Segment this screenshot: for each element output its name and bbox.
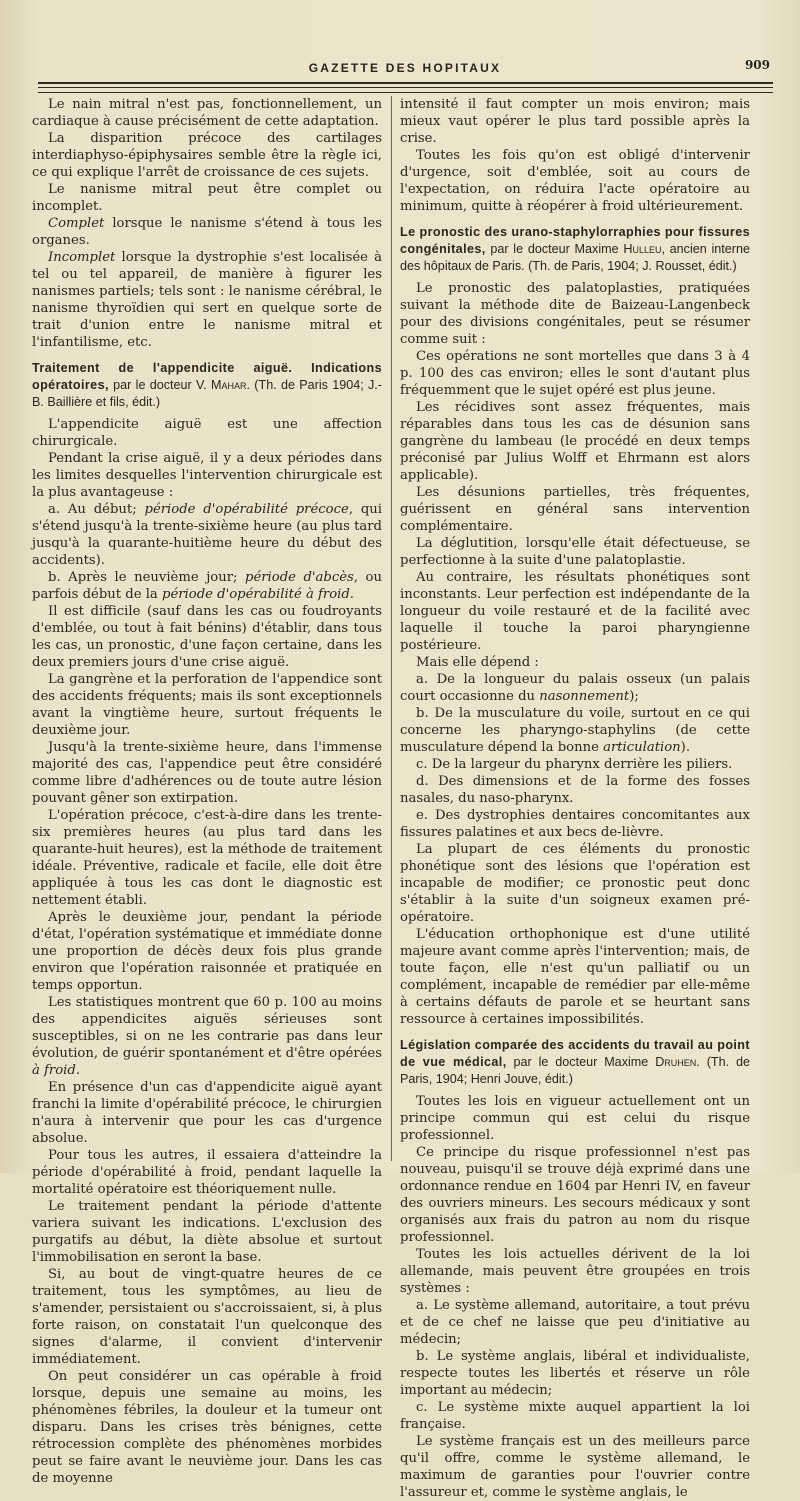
text: b. De la musculature du voile, surtout en ce qui concerne les pharyngo-staphylins (de cette musculature dépend la bonne [400,706,750,755]
paragraph: Les désunions partielles, très fréquentes, guérissent en général sans intervention complémentaire. [400,485,750,534]
paragraph: intensité il faut compter un mois environ; mais mieux vaut opérer le plus tard possible après la crise. [400,97,750,146]
text: ). [680,740,691,755]
text: Les statistiques montrent que 60 p. 100 au moins des appendicites aiguës sérieuses sont susceptibles, si on ne les contrarie pas dans leur évolution, de guérir spontanément et d'être opérées [32,995,382,1061]
paragraph [400,671,750,705]
article-reference: , ancien interne des hôpitaux de Paris. (Th. de Paris, 1904; J. Rousset, édit.) [400,242,750,273]
article-author: Hulleu [623,242,662,256]
header-thin-rule [38,92,773,93]
paragraph: Le nain mitral n'est pas, fonctionnellement, un cardiaque à cause précisément de cette adaptation. [32,97,382,129]
paragraph: Les récidives sont assez fréquentes, mais réparables dans tous les cas de désunion sans gangrène du lambeau (le procédé en deux temps préconisé par Julius Wolff et Ehrmann est alors applicable). [400,400,750,483]
article-heading [400,224,750,275]
paragraph: La gangrène et la perforation de l'appendice sont des accidents fréquents; mais ils sont exceptionnels avant la vingtième heure, surtout fréquents le deuxième jour. [32,672,382,738]
article-heading [32,360,382,411]
text: a. De la longueur du palais osseux (un palais court occasionne du [400,672,750,704]
emphasis: nasonnement [539,689,630,704]
paragraph: Si, au bout de vingt-quatre heures de ce traitement, tous les symptômes, au lieu de s'amender, persistaient ou s'accroissaient, si, à plus forte raison, on constatait l'un quelconque des signes d'alarme, il convient d'intervenir immédiatement. [32,1267,382,1367]
text: lorsque la dystrophie s'est localisée à tel ou tel appareil, de manière à figurer les nanismes partiels; tels sont : le nanisme cérébral, le nanisme thyroïdien qui sert en quelque sorte de trait d'union entre le nanisme mitral et l'infantilisme, etc. [32,250,382,350]
emphasis: période d'opérabilité à froid [162,587,350,602]
text: a. Au début; [48,502,145,517]
article-heading [400,1037,750,1088]
paragraph [32,501,382,569]
paragraph [32,249,382,351]
header-double-rule [38,82,773,88]
paragraph: La déglutition, lorsqu'elle était défectueuse, se perfectionne à la suite d'une palatoplastie. [400,536,750,568]
column-divider [391,96,392,1161]
text: , ou parfois début de la [32,570,382,602]
paragraph: L'éducation orthophonique est d'une utilité majeure avant comme après l'intervention; mais, de toute façon, elle n'est qu'un palliatif ou un complément, incapable de remédier par elle-même à certains défauts de parole et se heurtant sans ressource à certaines impossibilités. [400,927,750,1027]
paragraph: b. Le système anglais, libéral et individualiste, respecte toutes les libertés et réserve un rôle important au médecin; [400,1349,750,1398]
paragraph: Pour tous les autres, il essaiera d'atteindre la période d'opérabilité à froid, pendant laquelle la mortalité opératoire est théoriquement nulle. [32,1148,382,1197]
article-reference: . (Th. de Paris 1904; J.-B. Baillière et fils, édit.) [32,378,383,409]
text: ); [629,689,639,704]
paragraph: La disparition précoce des cartilages interdiaphyso-épiphysaires semble être la règle ici, ce qui explique l'arrêt de croissance de ces sujets. [32,131,382,180]
text: . [349,587,354,602]
emphasis: Incomplet [48,250,116,265]
paragraph: Ce principe du risque professionnel n'est pas nouveau, puisqu'il se trouve déjà exprimé dans une ordonnance rendue en 1604 par Henri IV, en faveur des ouvriers mineurs. Les secours médicaux y sont organisés aux frais du patron au nom du risque professionnel. [400,1145,750,1245]
article-title: Le pronostic des urano-staphylorraphies pour fissures congénitales, [400,225,750,256]
emphasis: période d'abcès [245,570,354,585]
paragraph: Toutes les fois qu'on est obligé d'intervenir d'urgence, soit d'emblée, soit au cours de l'expectation, on réduira l'acte opératoire au minimum, quitte à réopérer à froid ultérieurement. [400,148,750,214]
paragraph: Toutes les lois actuelles dérivent de la loi allemande, mais peuvent être groupées en trois systèmes : [400,1247,750,1296]
paragraph: Ces opérations ne sont mortelles que dans 3 à 4 p. 100 des cas environ; elles le sont d'autant plus fréquemment que le sujet opéré est plus jeune. [400,349,750,398]
paragraph: a. Le système allemand, autoritaire, a tout prévu et de ce chef ne laisse que peu d'initiative au médecin; [400,1298,750,1347]
article-byline: par le docteur Maxime [506,1055,656,1069]
paragraph [32,994,382,1079]
text: . [75,1063,81,1078]
text: , qui s'étend jusqu'à la trente-sixième heure (au plus tard jusqu'à la quarante-huitième heure du début des accidents). [32,502,382,568]
text: b. Après le neuvième jour; [48,570,245,585]
paragraph: En présence d'un cas d'appendicite aiguë ayant franchi la limite d'opérabilité précoce, le chirurgien n'aura à intervenir que pour les cas d'urgence absolue. [32,1080,382,1146]
paragraph: Le nanisme mitral peut être complet ou incomplet. [32,182,382,214]
paragraph: c. Le système mixte auquel appartient la loi française. [400,1400,750,1432]
paragraph [32,215,382,249]
paragraph: e. Des dystrophies dentaires concomitantes aux fissures palatines et aux becs de-lièvre. [400,808,750,840]
paragraph: Jusqu'à la trente-sixième heure, dans l'immense majorité des cas, l'appendice peut être considéré comme libre d'adhérences ou de toute autre lésion pouvant gêner son extirpation. [32,740,382,806]
paragraph: La plupart de ces éléments du pronostic phonétique sont des lésions que l'opération est incapable de modifier; ce pronostic peut donc s'établir à la suite d'un soigneux examen pré-opératoire. [400,842,750,925]
paragraph: d. Des dimensions et de la forme des fosses nasales, du naso-pharynx. [400,774,750,806]
paragraph: c. De la largeur du pharynx derrière les piliers. [416,757,733,772]
paragraph: Il est difficile (sauf dans les cas ou foudroyants d'emblée, ou tout à fait bénins) d'établir, dans tous les cas, un pronostic, d'une façon certaine, dans les deux premiers jours d'une crise aiguë. [32,604,382,670]
paragraph: Le pronostic des palatoplasties, pratiquées suivant la méthode dite de Baizeau-Langenbeck pour des divisions congénitales, peut se résumer comme suit : [400,281,750,347]
paragraph [32,569,382,603]
text: lorsque le nanisme s'étend à tous les organes. [32,216,382,248]
left-column [32,96,382,1487]
article-byline: par le docteur Maxime [485,242,624,256]
right-column [400,96,750,1501]
article-title: Traitement de l'appendicite aiguë. Indications opératoires, [32,361,382,392]
paragraph: On peut considérer un cas opérable à froid lorsque, depuis une semaine au moins, les phénomènes fébriles, la douleur et la tumeur ont disparu. Dans les crises très bénignes, cette rétrocession complète des phénomènes morbides peut se faire avant le neuvième jour. Dans les cas de moyenne [32,1369,382,1486]
emphasis: articulation [603,740,681,755]
page-header [40,58,770,80]
page-number: 909 [744,58,770,72]
article-author: Druhen [655,1055,697,1069]
paragraph: L'appendicite aiguë est une affection chirurgicale. [32,417,382,449]
article-title: Législation comparée des accidents du travail au point de vue médical, [400,1038,750,1069]
paragraph: Au contraire, les résultats phonétiques sont inconstants. Leur perfection est indépendante de la longueur du voile restauré et de la facilité avec laquelle il touche la paroi pharyngienne postérieure. [400,570,750,653]
paragraph: L'opération précoce, c'est-à-dire dans les trente-six premières heures (au plus tard dans les quarante-huit heures), est la méthode de traitement idéale. Préventive, radicale et facile, elle doit être appliquée à tous les cas dont le diagnostic est nettement établi. [32,808,382,908]
article-author: Mahar [211,378,247,392]
paragraph: Toutes les lois en vigueur actuellement ont un principe commun qui est celui du risque professionnel. [400,1094,750,1143]
emphasis: période d'opérabilité précoce [144,502,349,517]
article-byline: par le docteur V. [108,378,212,392]
paragraph: Le traitement pendant la période d'attente variera suivant les indications. L'exclusion des purgatifs au début, la diète absolue et surtout l'immobilisation en seront la base. [32,1199,382,1265]
paragraph: Mais elle dépend : [416,655,539,670]
emphasis: à froid [32,1063,76,1078]
paragraph: Pendant la crise aiguë, il y a deux périodes dans les limites desquelles l'intervention chirurgicale est la plus avantageuse : [32,451,382,500]
emphasis: Complet [48,216,105,231]
paragraph: Après le deuxième jour, pendant la période d'état, l'opération systématique et immédiate donne une proportion de décès deux fois plus grande environ que l'opération raisonnée et pratiquée en temps opportun. [32,910,382,993]
running-title: GAZETTE DES HOPITAUX [308,61,502,75]
article-reference: . (Th. de Paris, 1904; Henri Jouve, édit.) [400,1055,750,1086]
paragraph: Le système français est un des meilleurs parce qu'il offre, comme le système allemand, le maximum de garanties pour l'ouvrier contre l'assureur et, comme le système anglais, le [400,1434,750,1500]
paragraph [400,705,750,756]
